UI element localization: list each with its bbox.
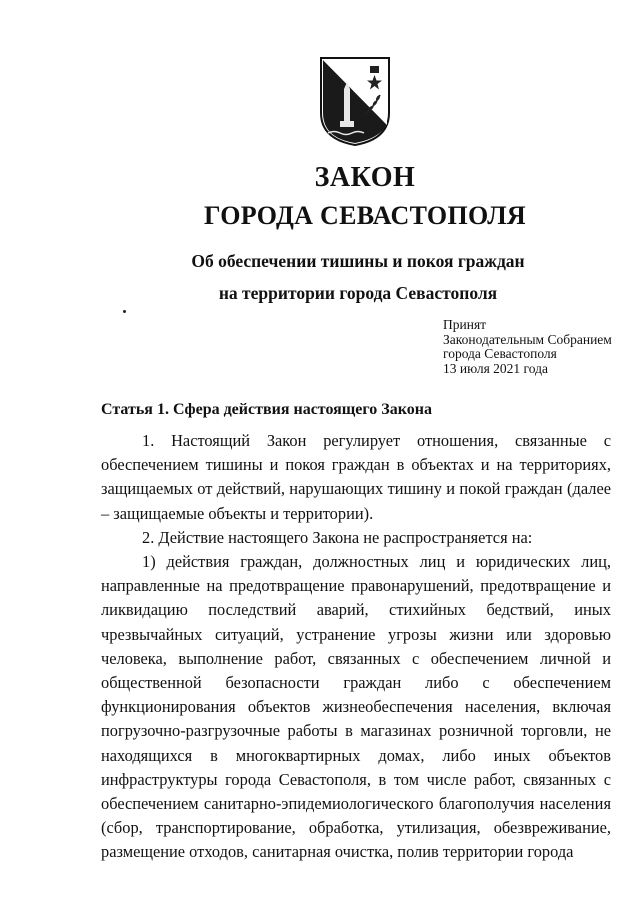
adoption-note-line: Принят: [443, 317, 487, 332]
law-subject-line2: на территории города Севастополя: [218, 283, 498, 303]
adoption-date: 13 июля 2021 года: [443, 360, 548, 376]
paragraph: 1) действия граждан, должностных лиц и юридических лиц, направленные на предотвращение правонарушений, предотвращение и ликвидацию последствий аварий, стихийных бедствий, иных чрезвычайных ситуаций, устранение угрозы жизни или здоровью человека, выполнение работ, связанных с обеспечением личной и общественной безопасности граждан либо с обеспечением функционирования объектов жизнеобеспечения населения, включая погрузочно-разгрузочные работы в магазинах розничной торговли, не находящихся в многоквартирных домах, либо иных объектов инфраструктуры города Севастополя, в том числе работ, связанных с обеспечением санитарно-эпидемиологического благополучия населения (сбор, транспортирование, обработка, утилизация, обезвреживание, размещение отходов, санитарная очистка, полив территории города: [101, 552, 611, 862]
law-title: ЗАКОН: [314, 162, 416, 193]
article-body: [101, 429, 611, 865]
paragraph: 1. Настоящий Закон регулирует отношения, связанные с обеспечением тишины и покоя граждан в объектах и на территориях, защищаемых от действий, нарушающих тишину и покой граждан (далее – защищаемые объекты и территории).: [101, 431, 611, 523]
sevastopol-coat-of-arms-icon: [318, 55, 392, 147]
adoption-note-line: Законодательным Собранием: [443, 331, 612, 347]
adoption-note-line: города Севастополя: [443, 346, 557, 362]
paragraph: 2. Действие настоящего Закона не распространяется на:: [142, 527, 533, 547]
law-city-title: ГОРОДА СЕВАСТОПОЛЯ: [204, 201, 526, 230]
law-subject-line1: Об обеспечении тишины и покоя граждан: [191, 251, 525, 271]
article-heading: Статья 1. Сфера действия настоящего Закона: [101, 401, 432, 418]
adoption-note: [443, 318, 612, 376]
scan-speck: [123, 310, 126, 313]
